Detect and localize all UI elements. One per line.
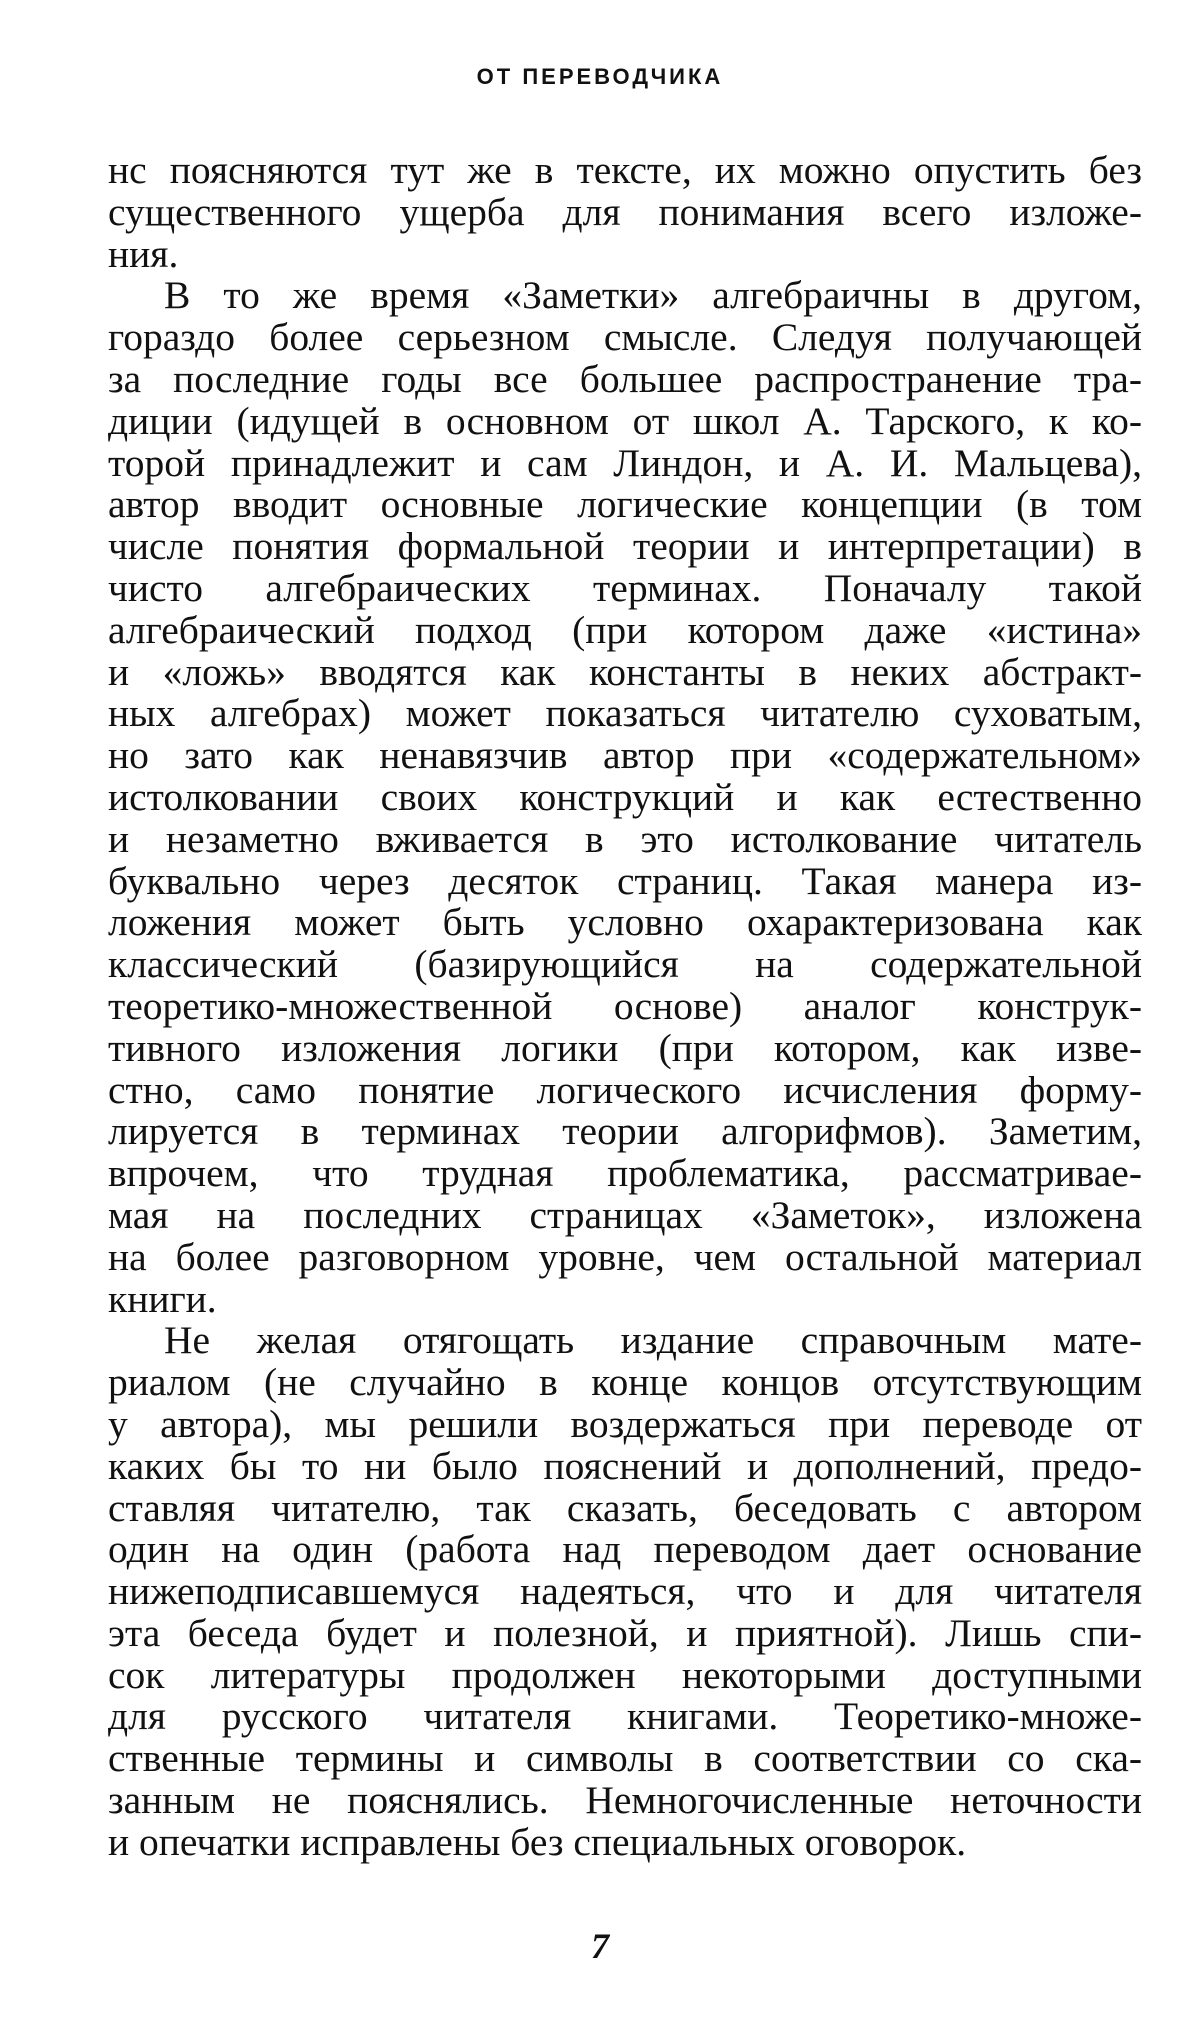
page-number: 7 xyxy=(591,1926,609,1966)
text-line: торой принадлежит и сам Линдон, и А. И. Мальцева), xyxy=(108,440,1142,485)
paragraph xyxy=(108,275,1142,1320)
text-line: на более разговорном уровне, чем остальной материал xyxy=(108,1234,1142,1279)
text-line: и опечатки исправлены без специальных оговорок. xyxy=(108,1819,967,1864)
text-line: Не желая отягощать издание справочным мате- xyxy=(164,1318,1142,1363)
text-line: ния. xyxy=(108,231,179,276)
body-text xyxy=(108,150,1142,1864)
text-line: лируется в терминах теории алгорифмов). Заметим, xyxy=(108,1109,1142,1154)
text-line: тивного изложения логики (при котором, как изве- xyxy=(108,1025,1142,1070)
text-line: риалом (не случайно в конце концов отсутствующим xyxy=(108,1360,1142,1405)
text-line: сок литературы продолжен некоторыми доступными xyxy=(108,1652,1142,1697)
text-line: истолковании своих конструкций и как естественно xyxy=(108,774,1142,819)
text-line: чисто алгебраических терминах. Поначалу такой xyxy=(108,565,1142,610)
text-line: ных алгебрах) может показаться читателю суховатым, xyxy=(108,691,1142,736)
text-line: но зато как ненавязчив автор при «содержательном» xyxy=(108,733,1142,778)
text-line: ложения может быть условно охарактеризована как xyxy=(108,900,1142,945)
text-line: у автора), мы решили воздержаться при переводе от xyxy=(108,1401,1142,1446)
text-line: каких бы то ни было пояснений и дополнений, предо- xyxy=(108,1443,1142,1488)
text-line: и «ложь» вводятся как константы в неких абстракт- xyxy=(108,649,1142,694)
text-line: алгебраический подход (при котором даже «истина» xyxy=(108,607,1142,652)
text-line: теоретико-множественной основе) аналог конструк- xyxy=(108,983,1142,1028)
text-line: существенного ущерба для понимания всего изложе- xyxy=(108,189,1142,234)
text-line: гораздо более серьезном смысле. Следуя получающей xyxy=(108,315,1142,360)
text-line: ственные термины и символы в соответствии со ска- xyxy=(108,1736,1142,1781)
text-line: впрочем, что трудная проблематика, рассматривае- xyxy=(108,1151,1142,1196)
text-line: эта беседа будет и полезной, и приятной). Лишь спи- xyxy=(108,1610,1142,1655)
text-line: для русского читателя книгами. Теоретико-множе- xyxy=(108,1694,1142,1739)
text-line: классический (базирующийся на содержательной xyxy=(108,942,1142,987)
paragraph xyxy=(108,150,1142,275)
text-line: мая на последних страницах «Заметок», изложена xyxy=(108,1192,1142,1237)
text-line: буквально через десяток страниц. Такая манера из- xyxy=(108,858,1142,903)
text-line: один на один (работа над переводом дает основание xyxy=(108,1527,1142,1572)
text-line: нижеподписавшемуся надеяться, что и для читателя xyxy=(108,1569,1142,1614)
text-line: В то же время «Заметки» алгебраичны в другом, xyxy=(164,273,1142,318)
text-line: нс поясняются тут же в тексте, их можно опустить без xyxy=(108,148,1142,192)
text-line: числе понятия формальной теории и интерпретации) в xyxy=(108,524,1142,569)
text-line: за последние годы все большее распространение тра- xyxy=(108,356,1142,401)
text-line: диции (идущей в основном от школ А. Тарского, к ко- xyxy=(108,398,1142,443)
running-head: ОТ ПЕРЕВОДЧИКА xyxy=(476,64,724,89)
text-line: стно, само понятие логического исчисления форму- xyxy=(108,1067,1142,1112)
text-line: автор вводит основные логические концепции (в том xyxy=(108,482,1142,527)
text-line: занным не пояснялись. Немногочисленные неточности xyxy=(108,1778,1142,1823)
text-line: ставляя читателю, так сказать, беседовать с автором xyxy=(108,1485,1142,1530)
text-line: книги. xyxy=(108,1276,217,1321)
text-line: и незаметно вживается в это истолкование читатель xyxy=(108,816,1142,861)
paragraph xyxy=(108,1320,1142,1863)
